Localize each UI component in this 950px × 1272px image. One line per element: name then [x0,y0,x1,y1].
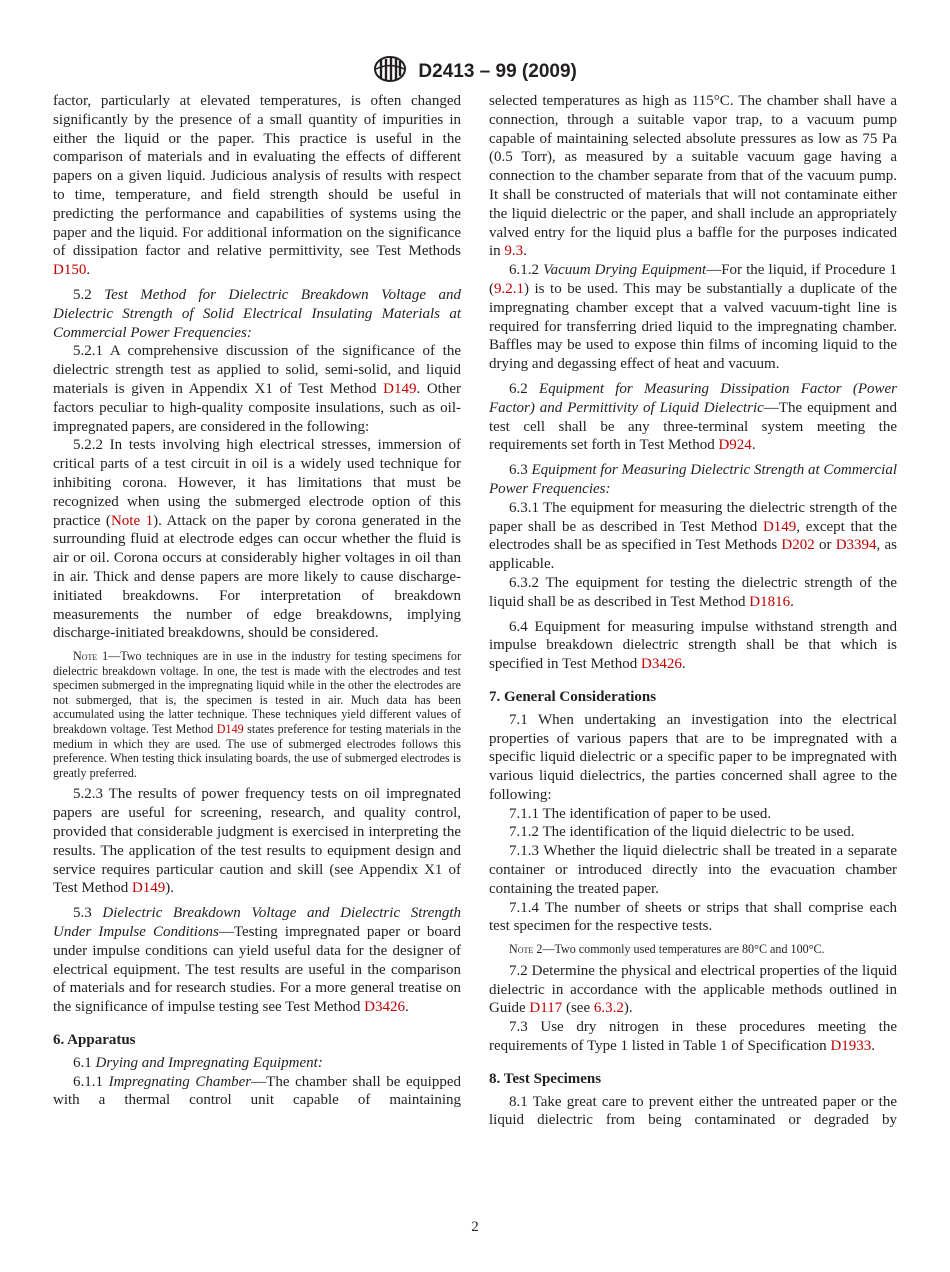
paragraph [489,842,897,898]
reference-link[interactable]: D202 [781,537,815,554]
paragraph [53,342,461,436]
astm-logo-icon [373,54,407,90]
reference-link[interactable]: D149 [383,380,417,397]
text: ). [165,880,175,897]
reference-link[interactable]: D149 [131,880,166,897]
paragraph [489,711,897,805]
text: 6.1 [73,1054,96,1071]
reference-link[interactable]: D117 [529,1000,563,1017]
reference-link[interactable]: D1933 [830,1038,872,1055]
text: 5.2.3 The results of power frequency tests on oil impregnated papers are useful for screening, research, and quality control, provided that considerable judgment is exercised in interpreting the results. The application of the test results to equipment design and service requires particular caution and skill (see Appendix X1 of Test Method [53,786,461,897]
paragraph [489,1093,897,1131]
reference-link[interactable]: D3394 [835,537,877,554]
text: 5.2 [73,286,105,303]
text: factor, particularly at elevated temperatures, is often changed significantly by the presence of a small quantity of impurities in either the liquid or the paper. This practice is useful in the comparison of materials and in evaluating the effects of different papers on a given liquid. Judicious analysis of results with respect to time, temperature, and field strength should be useful in predicting the performance and capabilities of systems using the paper and the liquid. For additional information on the significance of dissipation factor and relative permittivity, see Test Methods [53,93,461,260]
paragraph [53,1054,461,1073]
paragraph [489,823,897,842]
text: ). Attack on the paper by corona generated in the surrounding fluid at electrode edges can occur whether the fluid is air or oil. Corona occurs at considerably higher voltages in oil than in air. Thick and dense papers are more likely to cause discharge-initiated breakdowns. For interpretation of breakdown measurements the number of edge breakdowns, implying discharge-initiated breakdowns, should be considered. [53,512,461,642]
paragraph [53,286,461,342]
text: 7.3 Use dry nitrogen in these procedures meeting the requirements of Type 1 listed in Table 1 of Specification [489,1019,897,1055]
reference-link[interactable]: D149 [216,722,244,737]
text: —The chamber shall be equipped with a thermal control unit capable of maintaining [53,1073,461,1109]
text: . [404,999,409,1016]
text: ) is to be used. This may be substantially a duplicate of the impregnating chamber except that a valved vacuum-tight line is required for transferring dried liquid to the impregnating chamber. Baffles may be used to expose thin films of incoming liquid to the drying and degassing effect of heat and vacuum. [489,280,897,373]
text: , as applicable. [489,537,897,573]
text: 5.2.1 A comprehensive discussion of the significance of the dielectric strength test as applied to solid, semi-solid, and liquid materials is given in Appendix X1 of Test Method [53,343,461,397]
text: 6.1.2 [509,262,544,279]
left-column [53,92,461,1110]
text: Note [73,649,98,664]
right-column [489,92,897,1130]
text: . Other factors peculiar to high-quality composite insulations, such as oil-impregnated papers, are considered in the following: [53,380,461,435]
reference-link[interactable]: D150 [53,262,87,279]
text: 6.2 [509,380,540,397]
reference-link[interactable]: D3426 [640,656,682,673]
text: —The equipment and test cell shall be any three-terminal system meeting the requirements set forth in Test Method [489,399,898,454]
section-heading [53,1031,461,1050]
paragraph [489,461,897,499]
paragraph [489,899,897,937]
paragraph [489,574,897,612]
text: 7.1.4 The number of sheets or strips that shall comprise each test specimen for the respective tests. [489,899,897,935]
text: 2—Two commonly used temperatures are 80°C and 100°C. [533,942,825,957]
section-heading [489,688,897,707]
reference-link[interactable]: 9.3 [504,243,524,260]
document-code: D2413 – 99 (2009) [418,61,577,82]
text: 8. Test Specimens [489,1070,602,1087]
paragraph [489,1018,897,1056]
text: 6.3.1 The equipment for measuring the dielectric strength of the paper shall be as described in Test Method [489,499,897,535]
reference-link[interactable]: D1816 [749,593,791,610]
text: , except that the electrodes shall be as specified in Test Methods [489,518,897,554]
text: 1—Two techniques are in use in the industry for testing specimens for dielectric breakdown voltage. In one, the test is made with the electrodes and test specimen submerged in the impregnating liquid while in the other the electrodes are not submerged, that is, the specimen is tested in air. Much data has been accumulated using the latter technique. These techniques yield different values of breakdown voltage. Test Method [53,649,461,737]
paragraph [489,805,897,824]
text: Note [509,942,534,957]
note [489,942,897,957]
note [53,649,461,780]
paragraph [489,380,897,455]
italic-title: Drying and Impregnating Equipment: [95,1054,323,1071]
italic-title: Dielectric Breakdown Voltage and Dielectric Strength Under Impulse Conditions [53,905,461,941]
text: 8.1 Take great care to prevent either the untreated paper or the liquid dielectric from being contaminated or degraded by [489,1093,897,1129]
italic-title: Test Method for Dielectric Breakdown Voltage and Dielectric Strength of Solid Electrical Insulating Materials at Commercial Power Frequencies: [53,286,461,341]
text: (see [562,1000,594,1017]
paragraph [489,618,897,674]
text: 7.1 When undertaking an investigation into the electrical properties of various papers that are to be impregnated with a specific liquid dielectric or a specific paper to be impregnated with various liquid dielectrics, the parties concerned shall agree to the following: [489,711,897,803]
text: . [751,437,756,454]
paragraph [53,1073,461,1111]
reference-link[interactable]: 6.3.2 [593,1000,624,1017]
reference-link[interactable]: D149 [762,518,797,535]
section-heading [489,1070,897,1089]
text: 5.3 [73,905,103,922]
paragraph [489,962,897,1018]
paragraph [489,261,897,374]
reference-link[interactable]: D924 [718,437,752,454]
text: 7.1.2 The identification of the liquid dielectric to be used. [509,824,855,841]
paragraph [489,92,897,261]
text: . [86,262,91,279]
reference-link[interactable]: 9.2.1 [494,280,524,297]
text: or [814,537,836,554]
paragraph [53,904,461,1017]
text: . [681,656,686,673]
reference-link[interactable]: D3426 [364,999,405,1016]
text: 5.2.2 In tests involving high electrical stresses, immersion of critical parts of a test circuit in oil is a widely used technique for inhibiting corona. However, it has limitations that must be recognized when using the submerged electrode option of this practice ( [53,437,461,529]
text: states preference for testing materials in the medium in which they are used. The use of submerged electrodes follows this preference. When testing thick insulating boards, the use of submerged electrodes is greatly preferred. [53,722,462,780]
text: 7.1.3 Whether the liquid dielectric shall be treated in a separate container or introduced directly into the evacuation chamber containing the treated paper. [489,843,897,897]
italic-title: Equipment for Measuring Dissipation Factor (Power Factor) and Permittivity of Liquid Dielectric [489,380,897,416]
text: selected temperatures as high as 115°C. The chamber shall have a connection, through a suitable vapor trap, to a vacuum pump capable of maintaining selected absolute pressures as low as 75 Pa (0.5 Torr), as measured by a suitable vacuum gage having a connection to the chamber separate from that of the vacuum pump. It shall be constructed of materials that will not contaminate either the liquid dielectric or the paper, and shall include an appropriately valved entry for the liquid plus a baffle for the purposes indicated in [489,93,897,260]
text: . [523,243,527,260]
reference-link[interactable]: Note 1 [110,512,154,529]
italic-title: Vacuum Drying Equipment [543,262,707,279]
text: 6.3.2 The equipment for testing the dielectric strength of the liquid shall be as described in Test Method [489,574,897,610]
text: —For the liquid, if Procedure 1 ( [489,262,897,297]
text: 7. General Considerations [489,688,657,705]
text: 7.2 Determine the physical and electrical properties of the liquid dielectric in accordance with the applicable methods outlined in Guide [489,962,897,1017]
text: . [790,593,794,610]
text: 6.3 [509,462,532,479]
paragraph [53,785,461,898]
italic-title: Impregnating Chamber [108,1073,252,1090]
text: ). [623,1000,633,1017]
paragraph [489,499,897,574]
text: 6.4 Equipment for measuring impulse withstand strength and impulse breakdown dielectric strength shall be that which is specified in Test Method [489,618,897,673]
italic-title: Equipment for Measuring Dielectric Strength at Commercial Power Frequencies: [489,462,898,497]
paragraph [53,436,461,643]
text: 6. Apparatus [53,1032,136,1049]
text: 7.1.1 The identification of paper to be used. [509,805,772,822]
text: 6.1.1 [73,1073,109,1090]
page-number: 2 [471,1219,479,1235]
paragraph [53,92,461,280]
text: . [871,1038,876,1055]
page-header [0,54,950,90]
text: —Testing impregnated paper or board under impulse conditions can yield useful data for the designer of electrical equipment. The test results are useful in the comparison of materials and for research studies. For a more general treatise on the significance of impulse testing see Test Method [53,924,462,1016]
